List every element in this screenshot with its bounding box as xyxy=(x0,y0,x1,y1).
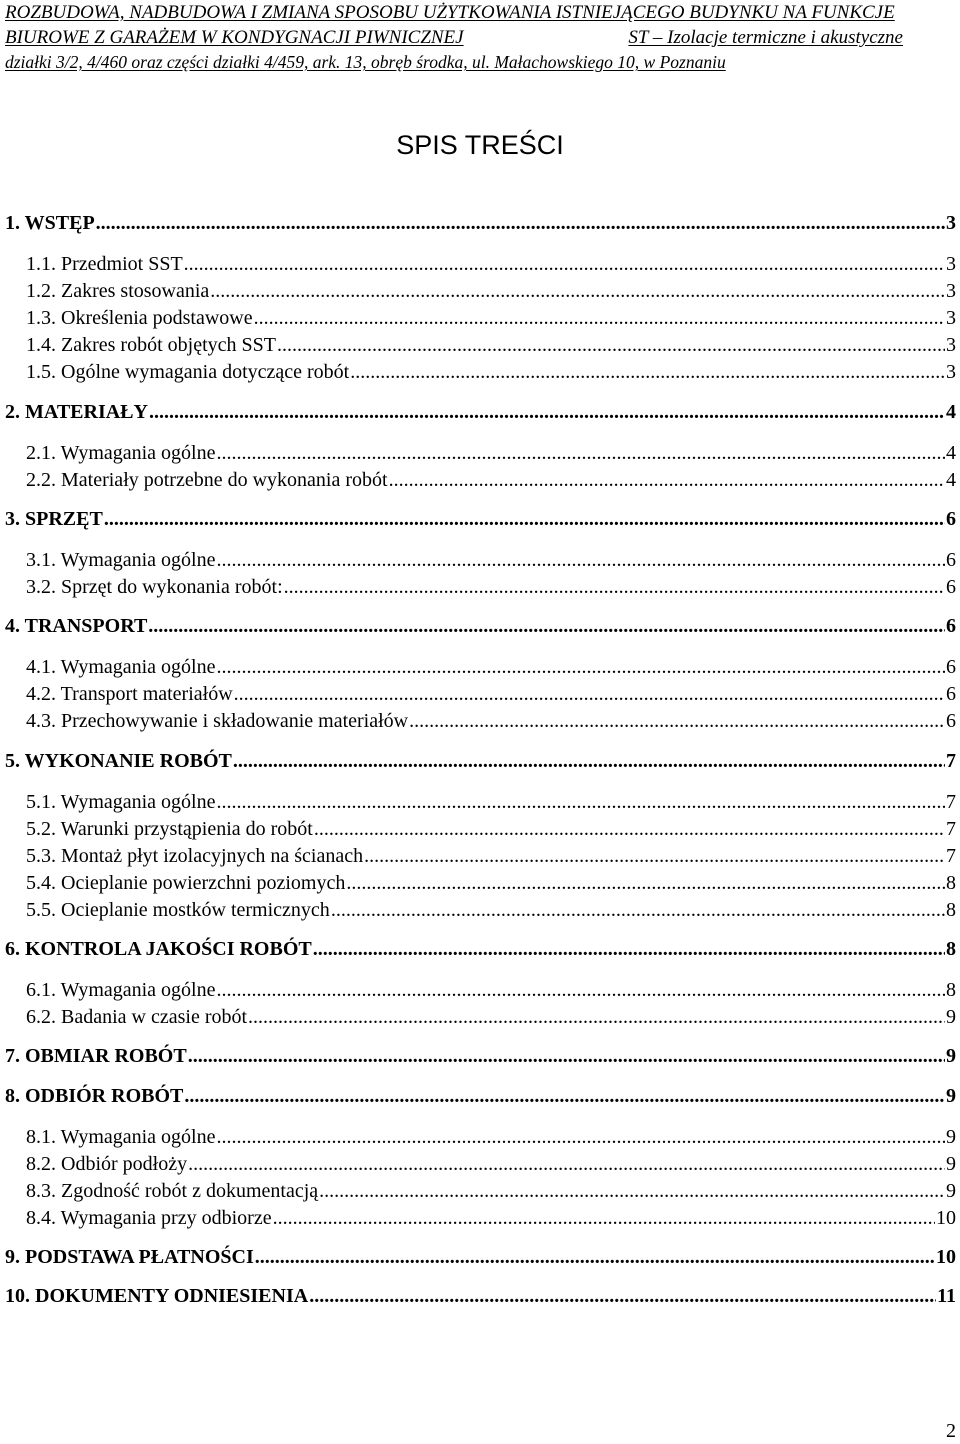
dot-leader xyxy=(184,1083,945,1109)
toc-entry[interactable] xyxy=(26,251,956,277)
toc-entry-page: 10 xyxy=(936,1207,956,1229)
toc-entry-page: 9 xyxy=(946,1153,956,1175)
dot-leader xyxy=(254,305,945,331)
dot-leader xyxy=(210,278,945,304)
toc-entry-label: 3.2. Sprzęt do wykonania robót: xyxy=(26,576,283,598)
toc-entry[interactable] xyxy=(26,440,956,466)
dot-leader xyxy=(188,1043,945,1069)
toc-entry-label: 8.1. Wymagania ogólne xyxy=(26,1126,216,1148)
header-line-2-right: ST – Izolacje termiczne i akustyczne xyxy=(628,27,903,48)
toc-entry-label: 10. DOKUMENTY ODNIESIENIA xyxy=(5,1285,309,1307)
header-line-1: ROZBUDOWA, NADBUDOWA I ZMIANA SPOSOBU UŻYTKOWANIA ISTNIEJĄCEGO BUDYNKU NA FUNKCJE xyxy=(5,2,895,23)
header-line-2-left: BIUROWE Z GARAŻEM W KONDYGNACJI PIWNICZNEJ xyxy=(5,27,464,48)
toc-entry-label: 4.3. Przechowywanie i składowanie materiałów xyxy=(26,710,409,732)
toc-entry[interactable] xyxy=(5,936,956,962)
toc-entry-page: 3 xyxy=(946,253,956,275)
toc-entry-page: 6 xyxy=(946,549,956,571)
toc-entry-label: 1.4. Zakres robót objętych SST xyxy=(26,334,276,356)
dot-leader xyxy=(350,359,945,385)
dot-leader xyxy=(346,870,945,896)
toc-entry[interactable] xyxy=(26,1124,956,1150)
dot-leader xyxy=(273,1205,935,1231)
toc-entry-page: 9 xyxy=(946,1006,956,1028)
toc-entry-label: 4.1. Wymagania ogólne xyxy=(26,656,216,678)
toc-entry-page: 7 xyxy=(946,845,956,867)
toc-entry[interactable] xyxy=(5,399,956,425)
toc-entry-label: 1. WSTĘP xyxy=(5,212,95,234)
toc-entry-label: 2. MATERIAŁY xyxy=(5,401,148,423)
dot-leader xyxy=(188,1151,945,1177)
toc-entry[interactable] xyxy=(5,1244,956,1270)
toc-entry[interactable] xyxy=(5,748,956,774)
dot-leader xyxy=(234,681,945,707)
toc-entry-page: 3 xyxy=(946,307,956,329)
dot-leader xyxy=(217,440,946,466)
dot-leader xyxy=(248,1004,945,1030)
toc-entry-label: 8.2. Odbiór podłoży xyxy=(26,1153,188,1175)
toc-entry-page: 7 xyxy=(946,791,956,813)
toc-entry[interactable] xyxy=(26,467,956,493)
toc-entry-page: 4 xyxy=(946,442,956,464)
toc-entry[interactable] xyxy=(5,506,956,532)
dot-leader xyxy=(389,467,945,493)
dot-leader xyxy=(217,1124,946,1150)
toc-entry-label: 7. OBMIAR ROBÓT xyxy=(5,1045,187,1067)
toc-entry-label: 2.2. Materiały potrzebne do wykonania robót xyxy=(26,469,388,491)
toc-entry-page: 8 xyxy=(946,938,956,960)
toc-entry-page: 6 xyxy=(946,710,956,732)
toc-entry-label: 1.5. Ogólne wymagania dotyczące robót xyxy=(26,361,350,383)
toc-entry[interactable] xyxy=(26,1178,956,1204)
toc-entry-label: 4. TRANSPORT xyxy=(5,615,148,637)
dot-leader xyxy=(217,977,946,1003)
dot-leader xyxy=(364,843,945,869)
toc-entry-page: 11 xyxy=(937,1285,956,1307)
toc-entry[interactable] xyxy=(5,1283,956,1309)
toc-entry[interactable] xyxy=(26,574,956,600)
toc-entry-page: 4 xyxy=(946,401,956,423)
toc-entry[interactable] xyxy=(5,210,956,236)
toc-entry-page: 8 xyxy=(946,979,956,1001)
toc-entry[interactable] xyxy=(5,613,956,639)
dot-leader xyxy=(149,399,945,425)
toc-entry[interactable] xyxy=(26,843,956,869)
toc-entry-label: 4.2. Transport materiałów xyxy=(26,683,233,705)
toc-entry[interactable] xyxy=(26,681,956,707)
toc-entry-label: 9. PODSTAWA PŁATNOŚCI xyxy=(5,1246,254,1268)
toc-entry[interactable] xyxy=(5,1043,956,1069)
toc-entry[interactable] xyxy=(26,278,956,304)
toc-entry-page: 6 xyxy=(946,576,956,598)
toc-entry-page: 3 xyxy=(946,280,956,302)
toc-entry-page: 3 xyxy=(946,334,956,356)
toc-entry-page: 10 xyxy=(936,1246,956,1268)
toc-entry[interactable] xyxy=(26,816,956,842)
toc-entry-label: 6.2. Badania w czasie robót xyxy=(26,1006,248,1028)
toc-entry-page: 3 xyxy=(946,212,956,234)
toc-entry[interactable] xyxy=(26,1205,956,1231)
toc-entry-page: 6 xyxy=(946,615,956,637)
toc-entry-label: 2.1. Wymagania ogólne xyxy=(26,442,216,464)
dot-leader xyxy=(96,210,945,236)
toc-entry-label: 3. SPRZĘT xyxy=(5,508,103,530)
toc-entry-label: 1.2. Zakres stosowania xyxy=(26,280,210,302)
dot-leader xyxy=(148,613,945,639)
toc-entry-page: 9 xyxy=(946,1126,956,1148)
toc-entry[interactable] xyxy=(26,1004,956,1030)
page-title xyxy=(0,128,960,162)
page-number: 2 xyxy=(946,1420,956,1442)
toc-entry-page: 7 xyxy=(946,818,956,840)
toc-entry-page: 8 xyxy=(946,872,956,894)
toc-entry-label: 5.1. Wymagania ogólne xyxy=(26,791,216,813)
toc-entry-label: 1.3. Określenia podstawowe xyxy=(26,307,253,329)
toc-entry-label: 6. KONTROLA JAKOŚCI ROBÓT xyxy=(5,938,312,960)
header-line-2 xyxy=(5,25,903,50)
dot-leader xyxy=(331,897,945,923)
dot-leader xyxy=(409,708,945,734)
toc-entry-page: 8 xyxy=(946,899,956,921)
dot-leader xyxy=(217,654,946,680)
dot-leader xyxy=(314,816,945,842)
dot-leader xyxy=(284,574,945,600)
toc-entry-label: 5.3. Montaż płyt izolacyjnych na ścianach xyxy=(26,845,364,867)
dot-leader xyxy=(217,789,946,815)
dot-leader xyxy=(313,936,945,962)
toc-entry-label: 5.4. Ocieplanie powierzchni poziomych xyxy=(26,872,346,894)
toc-entry[interactable] xyxy=(26,654,956,680)
dot-leader xyxy=(277,332,945,358)
toc-entry[interactable] xyxy=(26,1151,956,1177)
dot-leader xyxy=(184,251,945,277)
toc-entry-page: 6 xyxy=(946,508,956,530)
dot-leader xyxy=(217,547,946,573)
toc-entry-page: 4 xyxy=(946,469,956,491)
toc-entry-page: 9 xyxy=(946,1045,956,1067)
toc-entry[interactable] xyxy=(26,305,956,331)
dot-leader xyxy=(309,1283,936,1309)
toc-entry[interactable] xyxy=(26,359,956,385)
page-title-text: SPIS TREŚCI xyxy=(396,130,564,160)
toc-entry[interactable] xyxy=(26,870,956,896)
toc-entry[interactable] xyxy=(26,897,956,923)
toc-entry-label: 5.2. Warunki przystąpienia do robót xyxy=(26,818,313,840)
dot-leader xyxy=(104,506,945,532)
toc-entry-page: 3 xyxy=(946,361,956,383)
dot-leader xyxy=(233,748,945,774)
toc-entry-label: 1.1. Przedmiot SST xyxy=(26,253,183,275)
header-line-3: działki 3/2, 4/460 oraz części działki 4/459, ark. 13, obręb środka, ul. Małachowskiego 10, w Poznaniu xyxy=(5,52,726,72)
toc-entry-page: 9 xyxy=(946,1085,956,1107)
toc-entry-label: 5.5. Ocieplanie mostków termicznych xyxy=(26,899,330,921)
toc-entry-page: 6 xyxy=(946,683,956,705)
toc-entry-label: 3.1. Wymagania ogólne xyxy=(26,549,216,571)
document-header xyxy=(5,0,955,75)
toc-entry-label: 5. WYKONANIE ROBÓT xyxy=(5,750,232,772)
toc-entry[interactable] xyxy=(26,789,956,815)
toc-entry[interactable] xyxy=(26,547,956,573)
toc-entry-page: 9 xyxy=(946,1180,956,1202)
toc-entry[interactable] xyxy=(26,332,956,358)
toc-entry[interactable] xyxy=(26,708,956,734)
toc-entry-page: 7 xyxy=(946,750,956,772)
toc-entry[interactable] xyxy=(5,1083,956,1109)
toc-entry-label: 6.1. Wymagania ogólne xyxy=(26,979,216,1001)
toc-entry-label: 8. ODBIÓR ROBÓT xyxy=(5,1085,184,1107)
dot-leader xyxy=(255,1244,935,1270)
toc-entry-label: 8.4. Wymagania przy odbiorze xyxy=(26,1207,272,1229)
toc-entry-label: 8.3. Zgodność robót z dokumentacją xyxy=(26,1180,319,1202)
dot-leader xyxy=(319,1178,945,1204)
toc-entry[interactable] xyxy=(26,977,956,1003)
toc-entry-page: 6 xyxy=(946,656,956,678)
